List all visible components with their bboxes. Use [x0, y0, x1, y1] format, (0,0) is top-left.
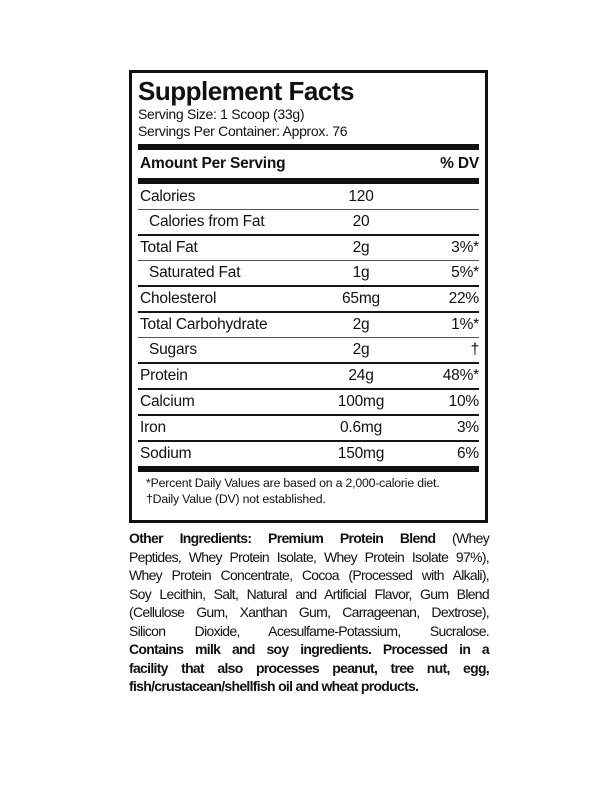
nutrient-label: Protein	[140, 367, 188, 384]
nutrient-dv: 1%*	[451, 316, 479, 333]
ingredients-line	[129, 566, 489, 585]
table-row	[138, 184, 479, 209]
nutrient-amount: 20	[352, 213, 370, 230]
table-row	[138, 234, 479, 260]
table-row	[138, 337, 479, 362]
nutrient-label: Calories from Fat	[149, 213, 265, 230]
nutrient-amount: 2g	[352, 316, 370, 333]
panel-title: Supplement Facts	[138, 76, 354, 106]
footnotes	[138, 472, 479, 513]
nutrient-label: Total Fat	[140, 239, 198, 256]
nutrient-dv: 48%*	[442, 367, 479, 384]
nutrient-dv: 10%	[448, 393, 479, 410]
percent-dv-label: % DV	[440, 155, 479, 172]
serving-size: Serving Size: 1 Scoop (33g)	[138, 106, 305, 122]
nutrition-rows	[138, 184, 479, 466]
nutrient-amount: 24g	[348, 367, 374, 384]
footnote-dv-not-established: †Daily Value (DV) not established.	[146, 491, 326, 506]
ingredients-line	[129, 677, 489, 696]
nutrient-amount: 1g	[352, 264, 370, 281]
nutrient-label: Total Carbohydrate	[140, 316, 268, 333]
servings-per-container: Servings Per Container: Approx. 76	[138, 123, 348, 139]
nutrient-label: Cholesterol	[140, 290, 217, 307]
ingredients-line	[129, 603, 489, 622]
nutrient-label: Sugars	[149, 341, 197, 358]
nutrient-amount: 100mg	[337, 393, 385, 410]
nutrient-dv: 3%*	[451, 239, 479, 256]
nutrient-amount: 65mg	[342, 290, 380, 307]
ingredients-line	[129, 585, 489, 604]
amount-per-serving-label: Amount Per Serving	[140, 155, 286, 172]
ingredients-line-text: Soy Lecithin, Salt, Natural and Artificial Flavor, Gum Blend	[129, 585, 489, 602]
table-row	[138, 362, 479, 388]
table-row	[138, 414, 479, 440]
ingredients-line	[129, 529, 489, 548]
nutrient-dv: 5%*	[451, 264, 479, 281]
nutrient-label: Sodium	[140, 445, 192, 462]
ingredients-line-bold: Other Ingredients: Premium Protein Blend	[129, 530, 436, 546]
table-row	[138, 311, 479, 337]
ingredients-line-text: Whey Protein Concentrate, Cocoa (Processed with Alkali),	[129, 567, 489, 583]
nutrient-amount: 2g	[352, 341, 370, 358]
ingredients-line-text: Silicon Dioxide, Acesulfame-Potassium, Sucralose.	[129, 622, 489, 639]
ingredients-line-text: (Cellulose Gum, Xanthan Gum, Carrageenan, Dextrose),	[129, 604, 489, 620]
ingredients-line-bold: facility that also processes peanut, tree nut, egg,	[129, 659, 489, 676]
nutrient-dv: 6%	[456, 445, 479, 462]
ingredients-line-text: Peptides, Whey Protein Isolate, Whey Protein Isolate 97%),	[129, 548, 489, 565]
ingredients-line-text: (Whey	[435, 530, 489, 546]
nutrient-dv: 3%	[456, 419, 479, 436]
table-row	[138, 260, 479, 285]
ingredients-line-bold: Contains milk and soy ingredients. Processed in a	[129, 641, 489, 657]
nutrient-label: Saturated Fat	[149, 264, 241, 281]
table-row	[138, 209, 479, 234]
ingredients-line	[129, 659, 489, 678]
other-ingredients	[129, 529, 489, 696]
nutrient-label: Calories	[140, 187, 196, 205]
nutrient-label: Iron	[140, 419, 166, 436]
nutrient-amount: 120	[348, 187, 374, 205]
table-row	[138, 440, 479, 466]
nutrient-amount: 2g	[352, 239, 370, 256]
table-row	[138, 388, 479, 414]
nutrient-label: Calcium	[140, 393, 195, 410]
ingredients-line-bold: fish/crustacean/shellfish oil and wheat products.	[129, 678, 419, 694]
table-row	[138, 285, 479, 311]
nutrient-amount: 0.6mg	[339, 419, 383, 436]
ingredients-line	[129, 640, 489, 659]
ingredients-line	[129, 548, 489, 567]
nutrient-amount: 150mg	[337, 445, 385, 462]
supplement-facts-panel	[129, 70, 488, 523]
footnote-daily-values: *Percent Daily Values are based on a 2,000-calorie diet.	[146, 476, 440, 490]
ingredients-line	[129, 622, 489, 641]
column-header	[138, 150, 479, 178]
nutrient-dv: †	[470, 341, 479, 358]
nutrient-dv: 22%	[448, 290, 479, 307]
